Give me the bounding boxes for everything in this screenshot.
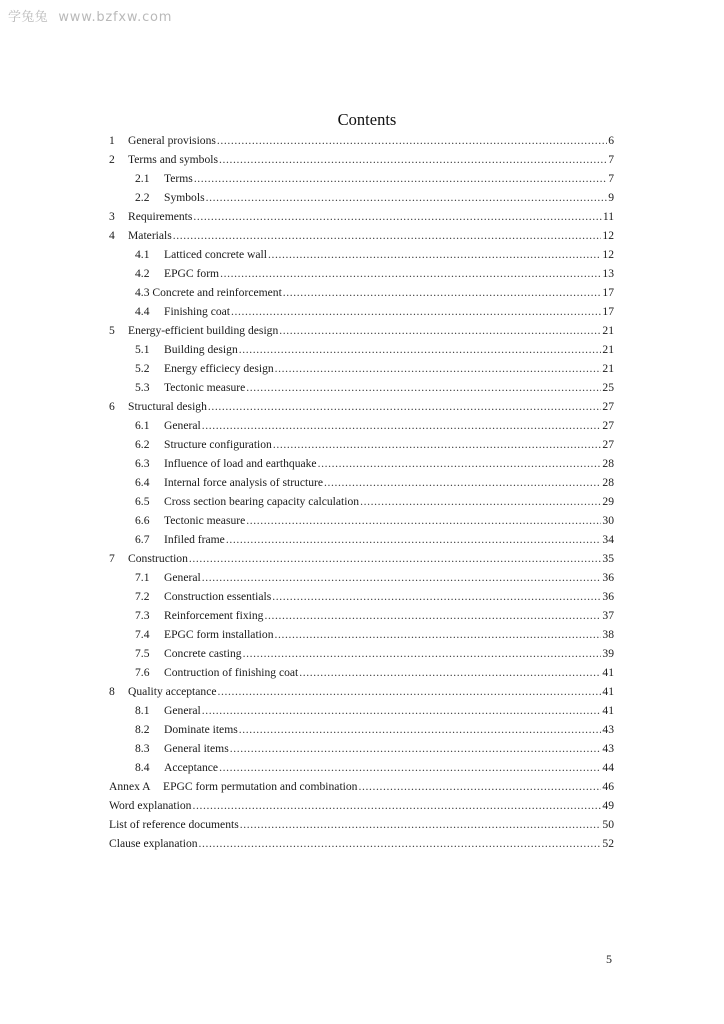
toc-entry-page: 35: [602, 552, 614, 565]
toc-entry-page: 37: [602, 609, 614, 622]
toc-entry-number: 8.3: [135, 742, 150, 755]
toc-entry-label: Dominate items: [164, 723, 238, 736]
toc-entry[interactable]: [109, 644, 614, 663]
toc-entry[interactable]: [109, 606, 614, 625]
toc-entry-number: 6.7: [135, 533, 150, 546]
toc-entry[interactable]: [109, 131, 614, 150]
toc-dot-leader: [246, 511, 601, 530]
toc-entry-page: 41: [602, 666, 614, 679]
toc-entry[interactable]: [109, 568, 614, 587]
toc-dot-leader: [239, 340, 602, 359]
toc-entry-page: 28: [602, 457, 614, 470]
toc-dot-leader: [208, 397, 602, 416]
toc-entry-page: 44: [602, 761, 614, 774]
toc-entry-page: 50: [602, 818, 614, 831]
toc-entry[interactable]: [109, 150, 614, 169]
toc-entry-number: 7.4: [135, 628, 150, 641]
toc-entry-page: 7: [608, 172, 614, 185]
toc-entry-label: Tectonic measure: [164, 381, 246, 394]
toc-dot-leader: [217, 131, 607, 150]
toc-entry-number: 6.3: [135, 457, 150, 470]
toc-dot-leader: [230, 739, 602, 758]
toc-entry[interactable]: [109, 188, 614, 207]
toc-entry-page: 34: [602, 533, 614, 546]
toc-entry[interactable]: [109, 340, 614, 359]
toc-dot-leader: [194, 169, 607, 188]
toc-entry[interactable]: [109, 758, 614, 777]
toc-dot-leader: [219, 758, 601, 777]
toc-entry-page: 21: [602, 362, 614, 375]
watermark-url: www.bzfxw.com: [58, 10, 173, 25]
page-number: 5: [606, 952, 612, 966]
toc-entry-number: 6.1: [135, 419, 150, 432]
toc-entry-page: 46: [602, 780, 614, 793]
toc-entry[interactable]: [109, 416, 614, 435]
toc-entry[interactable]: [109, 663, 614, 682]
toc-dot-leader: [264, 606, 601, 625]
toc-dot-leader: [243, 644, 602, 663]
page-title: Contents: [337, 110, 397, 129]
toc-entry-number: 7: [109, 552, 115, 565]
toc-entry-label: Energy-efficient building design: [128, 324, 279, 337]
toc-entry-number: 5.3: [135, 381, 150, 394]
toc-entry-label: Materials: [128, 229, 172, 242]
toc-entry[interactable]: [109, 397, 614, 416]
toc-entry-number: 4.1: [135, 248, 150, 261]
toc-dot-leader: [272, 587, 601, 606]
toc-entry-page: 29: [602, 495, 614, 508]
toc-entry-number: Annex A: [109, 780, 151, 793]
toc-dot-leader: [202, 416, 602, 435]
toc-entry-number: 8.2: [135, 723, 150, 736]
toc-entry-label: Building design: [164, 343, 238, 356]
toc-dot-leader: [318, 454, 602, 473]
toc-entry-label: Symbols: [164, 191, 205, 204]
toc-entry-label: Latticed concrete wall: [164, 248, 267, 261]
toc-entry-label: Clause explanation: [109, 837, 198, 850]
toc-entry-label: General: [164, 419, 201, 432]
toc-entry-page: 9: [608, 191, 614, 204]
toc-entry[interactable]: [109, 321, 614, 340]
toc-dot-leader: [173, 226, 602, 245]
toc-entry-label: Reinforcement fixing: [164, 609, 264, 622]
toc-entry[interactable]: [109, 720, 614, 739]
toc-dot-leader: [275, 359, 602, 378]
toc-entry-label: Structure configuration: [164, 438, 272, 451]
toc-entry-number: 6.6: [135, 514, 150, 527]
toc-entry-label: General: [164, 571, 201, 584]
toc-entry[interactable]: [109, 169, 614, 188]
toc-entry[interactable]: [109, 511, 614, 530]
toc-entry[interactable]: [109, 207, 614, 226]
toc-entry-number: 2.2: [135, 191, 150, 204]
toc-entry-label: General items: [164, 742, 229, 755]
toc-entry-label: Influence of load and earthquake: [164, 457, 317, 470]
toc-entry-page: 12: [602, 248, 614, 261]
toc-entry-label: Requirements: [128, 210, 193, 223]
toc-entry-label: Terms: [164, 172, 193, 185]
toc-entry[interactable]: [109, 777, 614, 796]
toc-entry[interactable]: [109, 492, 614, 511]
toc-entry-number: 6.4: [135, 476, 150, 489]
toc-dot-leader: [246, 378, 601, 397]
toc-entry-number: 2.1: [135, 172, 150, 185]
toc-entry-page: 36: [602, 590, 614, 603]
toc-entry-label: General: [164, 704, 201, 717]
toc-entry-page: 41: [602, 704, 614, 717]
toc-entry-page: 30: [602, 514, 614, 527]
toc-entry-number: 4.2: [135, 267, 150, 280]
toc-entry[interactable]: [109, 587, 614, 606]
toc-entry-page: 39: [602, 647, 614, 660]
toc-entry-number: 4.4: [135, 305, 150, 318]
toc-entry-number: 5.2: [135, 362, 150, 375]
toc-entry-page: 25: [602, 381, 614, 394]
toc-entry[interactable]: [109, 625, 614, 644]
toc-entry-number: 3: [109, 210, 115, 223]
toc-entry-number: 5: [109, 324, 115, 337]
toc-entry-label: EPGC form permutation and combination: [163, 780, 358, 793]
toc-entry-label: Construction: [128, 552, 188, 565]
toc-entry-number: 7.3: [135, 609, 150, 622]
toc-entry-label: Word explanation: [109, 799, 192, 812]
toc-entry-number: 8.1: [135, 704, 150, 717]
toc-entry-number: 5.1: [135, 343, 150, 356]
toc-dot-leader: [273, 435, 602, 454]
toc-entry-page: 27: [602, 438, 614, 451]
toc-dot-leader: [226, 530, 602, 549]
toc-entry[interactable]: [109, 435, 614, 454]
toc-entry[interactable]: [109, 796, 614, 815]
toc-entry[interactable]: [109, 682, 614, 701]
toc-entry-label: EPGC form: [164, 267, 220, 280]
toc-entry-number: 2: [109, 153, 115, 166]
toc-entry-label: 4.3 Concrete and reinforcement: [135, 286, 282, 299]
toc-entry-page: 41: [602, 685, 614, 698]
toc-dot-leader: [192, 796, 601, 815]
toc-entry-number: 7.5: [135, 647, 150, 660]
toc-entry-number: 1: [109, 134, 115, 147]
toc-entry-page: 6: [608, 134, 614, 147]
toc-dot-leader: [279, 321, 601, 340]
toc-entry[interactable]: [109, 226, 614, 245]
toc-dot-leader: [202, 568, 602, 587]
toc-dot-leader: [193, 207, 601, 226]
toc-entry-page: 27: [602, 419, 614, 432]
toc-entry-page: 27: [602, 400, 614, 413]
toc-entry-label: Terms and symbols: [128, 153, 218, 166]
toc-dot-leader: [360, 492, 601, 511]
toc-entry[interactable]: [109, 283, 614, 302]
toc-dot-leader: [202, 701, 602, 720]
toc-entry[interactable]: [109, 834, 614, 853]
toc-dot-leader: [358, 777, 601, 796]
toc-entry-label: Infiled frame: [164, 533, 225, 546]
toc-dot-leader: [199, 834, 602, 853]
toc-entry-label: Cross section bearing capacity calculation: [164, 495, 360, 508]
toc-entry-page: 7: [608, 153, 614, 166]
toc-entry-label: Finishing coat: [164, 305, 231, 318]
toc-dot-leader: [299, 663, 601, 682]
toc-entry-number: 6.2: [135, 438, 150, 451]
toc-entry-number: 7.2: [135, 590, 150, 603]
toc-entry-page: 13: [602, 267, 614, 280]
toc-entry-page: 21: [602, 324, 614, 337]
toc-entry-number: 6: [109, 400, 115, 413]
toc-dot-leader: [324, 473, 601, 492]
toc-dot-leader: [219, 150, 607, 169]
toc-entry-page: 36: [602, 571, 614, 584]
toc-entry-number: 6.5: [135, 495, 150, 508]
toc-entry-page: 49: [602, 799, 614, 812]
toc-dot-leader: [189, 549, 602, 568]
toc-dot-leader: [231, 302, 601, 321]
toc-entry-label: Internal force analysis of structure: [164, 476, 324, 489]
toc-entry-page: 17: [602, 286, 614, 299]
toc-dot-leader: [283, 283, 602, 302]
toc-entry-label: Construction essentials: [164, 590, 272, 603]
toc-entry[interactable]: [109, 739, 614, 758]
toc-entry[interactable]: [109, 378, 614, 397]
toc-entry[interactable]: [109, 454, 614, 473]
toc-entry[interactable]: [109, 302, 614, 321]
toc-dot-leader: [275, 625, 602, 644]
toc-dot-leader: [268, 245, 601, 264]
toc-dot-leader: [220, 264, 601, 283]
toc-entry-page: 11: [602, 210, 614, 223]
toc-entry-label: Tectonic measure: [164, 514, 246, 527]
toc-entry-label: General provisions: [128, 134, 216, 147]
toc-entry[interactable]: [109, 473, 614, 492]
toc-dot-leader: [206, 188, 608, 207]
toc-entry-page: 12: [602, 229, 614, 242]
toc-entry-label: Acceptance: [164, 761, 219, 774]
watermark: [8, 6, 172, 25]
toc-entry-page: 17: [602, 305, 614, 318]
watermark-brand: 学兔兔: [8, 10, 48, 25]
toc-entry-number: 7.1: [135, 571, 150, 584]
toc-entry-label: Structural desigh: [128, 400, 207, 413]
toc-dot-leader: [239, 720, 602, 739]
toc-entry[interactable]: [109, 815, 614, 834]
toc-entry[interactable]: [109, 701, 614, 720]
toc-entry-page: 28: [602, 476, 614, 489]
toc-entry[interactable]: [109, 359, 614, 378]
toc-entry-page: 38: [602, 628, 614, 641]
toc-entry-label: Quality acceptance: [128, 685, 217, 698]
toc-entry-number: 7.6: [135, 666, 150, 679]
toc-entry-page: 43: [602, 742, 614, 755]
toc-entry-page: 21: [602, 343, 614, 356]
toc-entry-label: Energy efficiecy design: [164, 362, 274, 375]
toc-entry-number: 4: [109, 229, 115, 242]
toc-entry-label: Concrete casting: [164, 647, 242, 660]
toc-entry-label: Contruction of finishing coat: [164, 666, 299, 679]
table-of-contents: [109, 131, 614, 853]
toc-dot-leader: [218, 682, 602, 701]
toc-entry-page: 43: [602, 723, 614, 736]
toc-entry[interactable]: [109, 549, 614, 568]
toc-entry-label: List of reference documents: [109, 818, 239, 831]
toc-entry[interactable]: [109, 264, 614, 283]
toc-dot-leader: [240, 815, 602, 834]
toc-entry[interactable]: [109, 245, 614, 264]
toc-entry-number: 8.4: [135, 761, 150, 774]
toc-entry[interactable]: [109, 530, 614, 549]
toc-entry-label: EPGC form installation: [164, 628, 274, 641]
toc-entry-page: 52: [602, 837, 614, 850]
toc-entry-number: 8: [109, 685, 115, 698]
